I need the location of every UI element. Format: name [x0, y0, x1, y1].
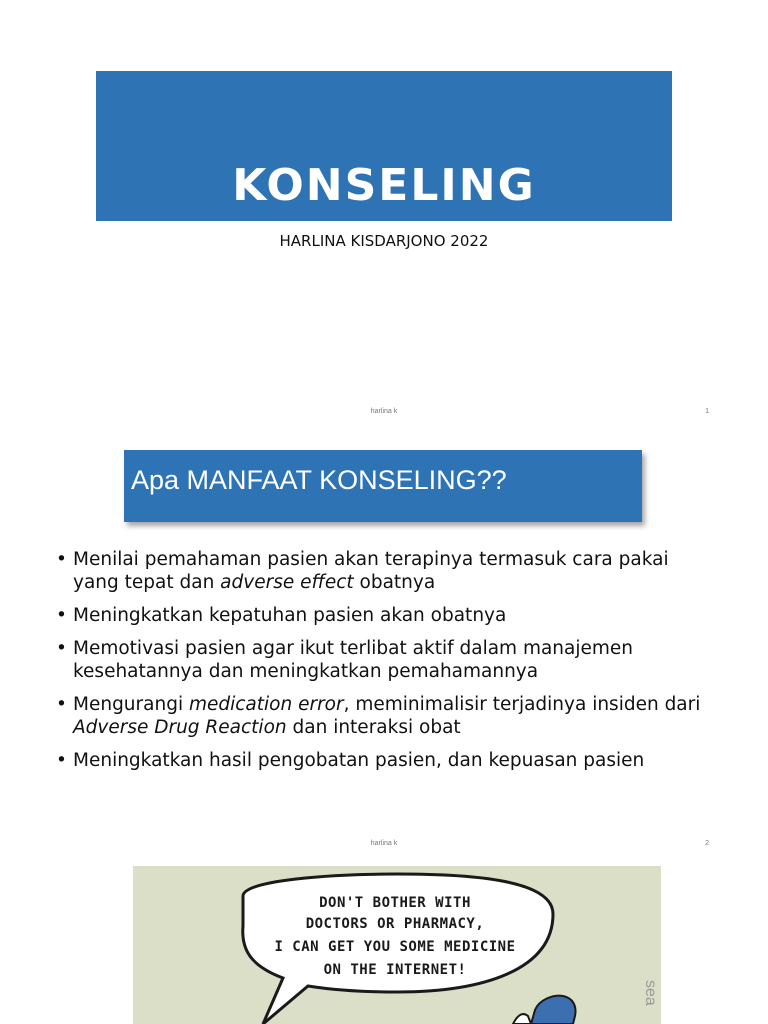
cartoon-image	[133, 866, 661, 1024]
bullet-item	[56, 637, 716, 683]
bullet-item	[56, 693, 716, 739]
bullet-italic-term: medication error	[188, 694, 344, 715]
slide-footer	[0, 840, 768, 852]
footer-author: harlina k	[370, 408, 398, 415]
speech-line-3: I CAN GET YOU SOME MEDICINE	[274, 939, 516, 955]
bullet-text: Memotivasi pasien agar ikut terlibat aktif dalam manajemen kesehatannya dan meningkatkan pemahamannya	[73, 638, 634, 682]
bullet-text: , meminimalisir terjadinya insiden dari	[343, 694, 701, 715]
bullet-italic-term: Adverse Drug Reaction	[73, 717, 287, 738]
cartoon-drawing	[133, 866, 661, 1024]
heading-banner	[124, 450, 642, 522]
slide-footer	[0, 408, 768, 420]
page-number: 1	[705, 408, 709, 415]
slide-3	[0, 864, 768, 1024]
bullet-text: Meningkatkan hasil pengobatan pasien, dan kepuasan pasien	[73, 750, 645, 771]
bullet-text: Menilai pemahaman pasien akan terapinya termasuk cara pakai yang tepat dan	[73, 549, 669, 593]
slide-heading: Apa MANFAAT KONSELING??	[131, 464, 507, 495]
slide-1	[0, 0, 768, 432]
bullet-text: Meningkatkan kepatuhan pasien akan obatnya	[73, 605, 507, 626]
slide-subtitle: HARLINA KISDARJONO 2022	[279, 232, 489, 250]
cartoon-watermark: sea	[642, 980, 659, 1006]
bullet-text: Mengurangi	[73, 694, 189, 715]
bullet-item	[56, 604, 716, 627]
bullet-text: dan interaksi obat	[286, 717, 461, 738]
title-banner	[96, 71, 672, 221]
speech-line-2: DOCTORS OR PHARMACY,	[305, 916, 485, 932]
speech-line-4: ON THE INTERNET!	[323, 962, 467, 978]
bullet-item	[56, 548, 716, 594]
slide-2	[0, 432, 768, 864]
speech-line-1: DON'T BOTHER WITH	[319, 895, 471, 911]
bullet-text: obatnya	[353, 572, 436, 593]
bullet-item	[56, 749, 716, 772]
footer-author: harlina k	[370, 840, 398, 847]
bullet-list	[56, 548, 716, 782]
slide-title: KONSELING	[232, 160, 536, 211]
cartoon-character	[531, 996, 576, 1024]
page-number: 2	[705, 840, 709, 847]
bullet-italic-term: adverse effect	[220, 572, 354, 593]
